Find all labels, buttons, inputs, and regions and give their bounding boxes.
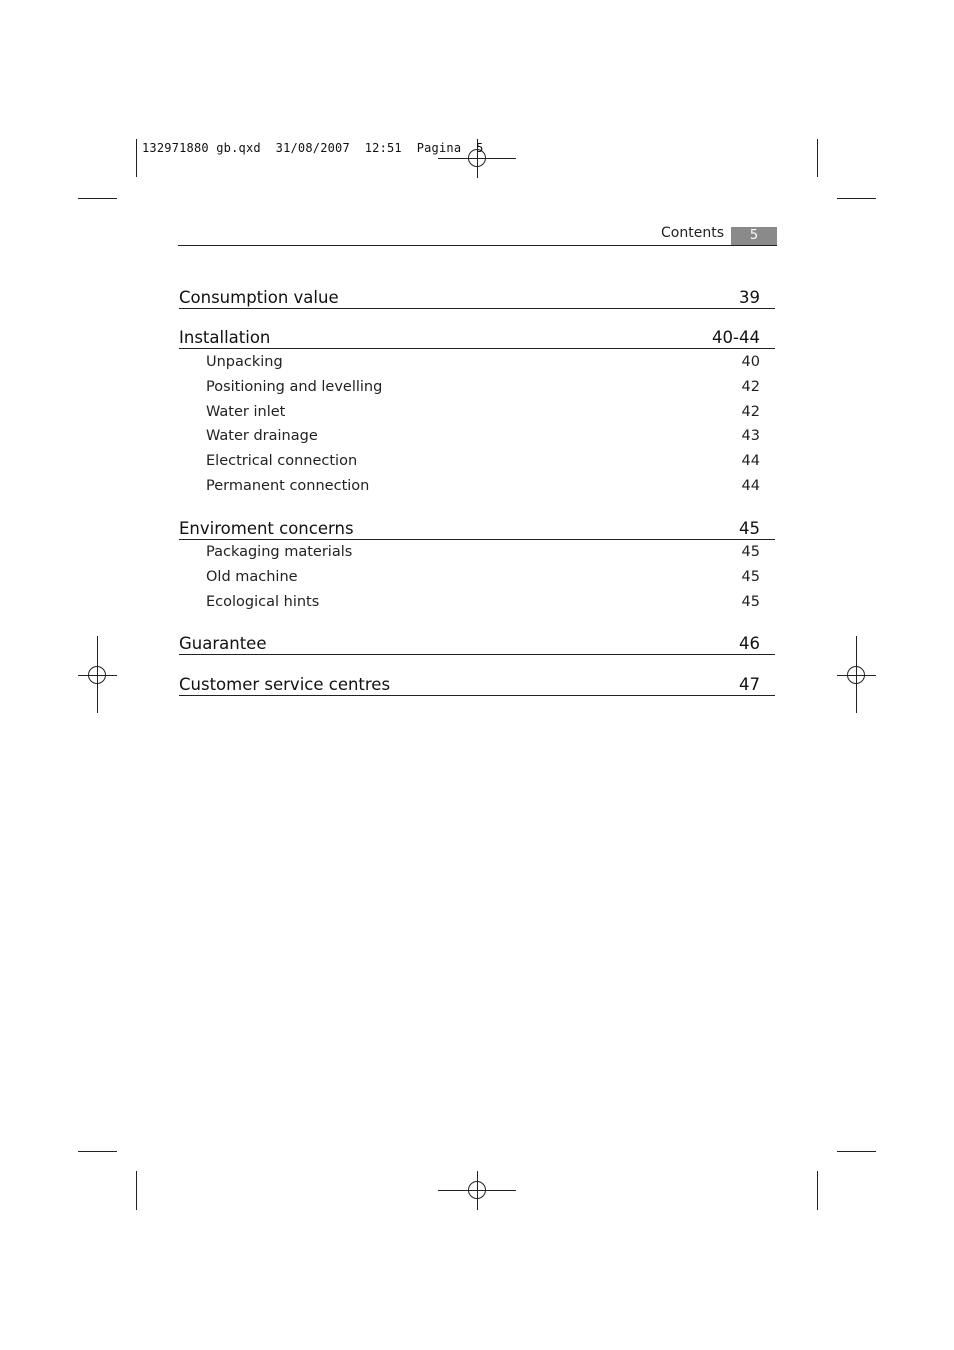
page-number-badge: 5 bbox=[731, 227, 777, 245]
crop-mark-bottom-left-vertical bbox=[136, 1171, 137, 1210]
toc-item-electrical-connection[interactable] bbox=[206, 453, 760, 475]
header-rule bbox=[178, 245, 777, 246]
toc-item-unpacking[interactable] bbox=[206, 354, 760, 376]
toc-item-ecological-hints[interactable] bbox=[206, 594, 760, 616]
print-slug: 132971880 gb.qxd 31/08/2007 12:51 Pagina 5 bbox=[142, 141, 484, 155]
toc-item-page: 44 bbox=[741, 453, 760, 469]
crop-mark-bottom-right-horizontal bbox=[837, 1151, 876, 1152]
toc-item-page: 43 bbox=[741, 428, 760, 444]
toc-section-page: 47 bbox=[739, 675, 760, 694]
toc-section-page: 45 bbox=[739, 519, 760, 538]
toc-item-page: 45 bbox=[741, 544, 760, 560]
toc-item-positioning-and-levelling[interactable] bbox=[206, 379, 760, 401]
toc-section-title: Guarantee bbox=[179, 634, 267, 653]
toc-item-title: Old machine bbox=[206, 569, 298, 585]
toc-section-installation[interactable] bbox=[179, 325, 775, 349]
toc-item-page: 42 bbox=[741, 379, 760, 395]
toc-item-old-machine[interactable] bbox=[206, 569, 760, 591]
toc-item-packaging-materials[interactable] bbox=[206, 544, 760, 566]
toc-section-customer-service-centres[interactable] bbox=[179, 672, 775, 696]
toc-item-title: Unpacking bbox=[206, 354, 283, 370]
toc-section-title: Installation bbox=[179, 328, 271, 347]
toc-item-title: Packaging materials bbox=[206, 544, 353, 560]
toc-section-title: Consumption value bbox=[179, 288, 339, 307]
running-header-title: Contents bbox=[661, 225, 724, 241]
toc-item-title: Positioning and levelling bbox=[206, 379, 383, 395]
toc-item-water-inlet[interactable] bbox=[206, 404, 760, 426]
toc-item-page: 40 bbox=[741, 354, 760, 370]
toc-item-title: Permanent connection bbox=[206, 478, 370, 494]
toc-section-title: Enviroment concerns bbox=[179, 519, 354, 538]
toc-item-page: 42 bbox=[741, 404, 760, 420]
toc-section-page: 46 bbox=[739, 634, 760, 653]
toc-item-title: Ecological hints bbox=[206, 594, 320, 610]
toc-section-guarantee[interactable] bbox=[179, 631, 775, 655]
crop-mark-top-right-horizontal bbox=[837, 198, 876, 199]
toc-item-page: 45 bbox=[741, 594, 760, 610]
toc-section-page: 40-44 bbox=[712, 328, 760, 347]
toc-item-permanent-connection[interactable] bbox=[206, 478, 760, 500]
toc-item-title: Electrical connection bbox=[206, 453, 358, 469]
toc-section-page: 39 bbox=[739, 288, 760, 307]
crop-mark-top-right-vertical bbox=[817, 139, 818, 177]
toc-section-title: Customer service centres bbox=[179, 675, 391, 694]
crop-mark-bottom-right-vertical bbox=[817, 1171, 818, 1210]
crop-mark-bottom-left-horizontal bbox=[78, 1151, 117, 1152]
toc-item-title: Water inlet bbox=[206, 404, 286, 420]
toc-item-water-drainage[interactable] bbox=[206, 428, 760, 450]
crop-mark-top-left-vertical bbox=[136, 139, 137, 177]
toc-section-consumption-value[interactable] bbox=[179, 285, 775, 309]
crop-mark-top-left-horizontal bbox=[78, 198, 117, 199]
toc-item-page: 45 bbox=[741, 569, 760, 585]
toc-section-enviroment-concerns[interactable] bbox=[179, 516, 775, 540]
toc-item-page: 44 bbox=[741, 478, 760, 494]
toc-item-title: Water drainage bbox=[206, 428, 318, 444]
